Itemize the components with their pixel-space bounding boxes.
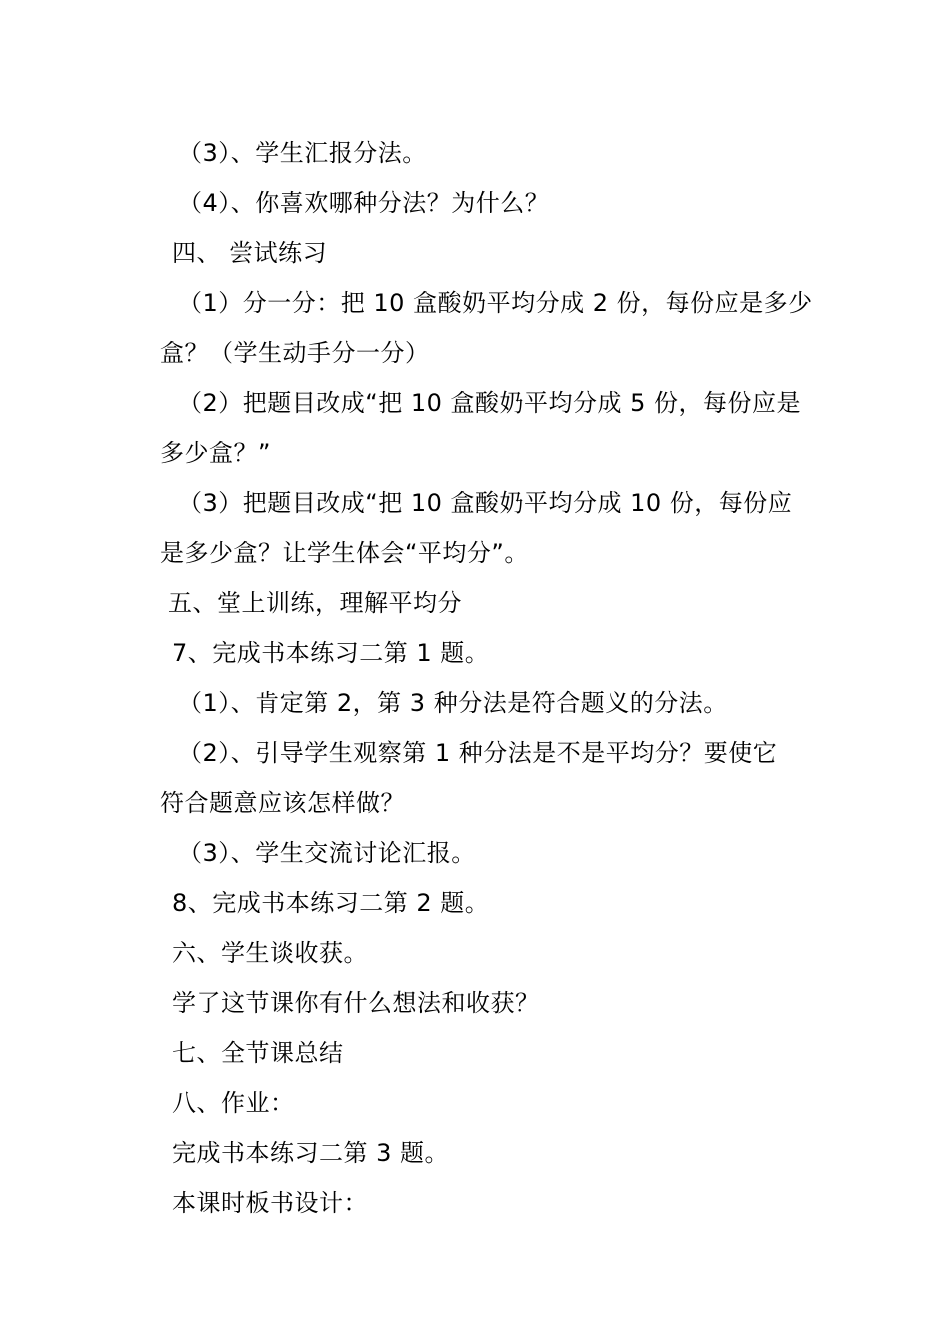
document-body: [160, 128, 813, 1228]
text-line: 多少盒？”: [160, 439, 271, 467]
section-heading: 五、堂上训练，理解平均分: [168, 589, 462, 617]
text-line: 学了这节课你有什么想法和收获？: [172, 989, 540, 1017]
section-heading: 八、作业：: [172, 1089, 295, 1117]
section-heading: 七、全节课总结: [172, 1039, 344, 1067]
text-line: （3）把题目改成“把 10 盒酸奶平均分成 10 份，每份应: [178, 489, 793, 517]
text-line: 8、完成书本练习二第 2 题。: [172, 889, 490, 917]
text-line: （1）分一分：把 10 盒酸奶平均分成 2 份，每份应是多少: [178, 289, 813, 317]
text-line: 是多少盒？让学生体会“平均分”。: [160, 539, 529, 567]
text-line: （2）把题目改成“把 10 盒酸奶平均分成 5 份，每份应是: [178, 389, 802, 417]
section-heading: 四、 尝试练习: [172, 239, 328, 267]
text-line: （3）、学生交流讨论汇报。: [178, 839, 476, 867]
text-line: （3）、学生汇报分法。: [178, 139, 427, 167]
text-line: 7、完成书本练习二第 1 题。: [172, 639, 490, 667]
section-heading: 六、学生谈收获。: [172, 939, 368, 967]
text-line: 完成书本练习二第 3 题。: [172, 1139, 450, 1167]
text-line: （4）、你喜欢哪种分法？为什么？: [178, 189, 550, 217]
text-line: 本课时板书设计：: [172, 1189, 368, 1217]
text-line: 盒？（学生动手分一分）: [160, 339, 430, 367]
text-line: 符合题意应该怎样做？: [160, 789, 405, 817]
text-line: （1）、肯定第 2，第 3 种分法是符合题义的分法。: [178, 689, 728, 717]
text-line: （2）、引导学生观察第 1 种分法是不是平均分？要使它: [178, 739, 778, 767]
